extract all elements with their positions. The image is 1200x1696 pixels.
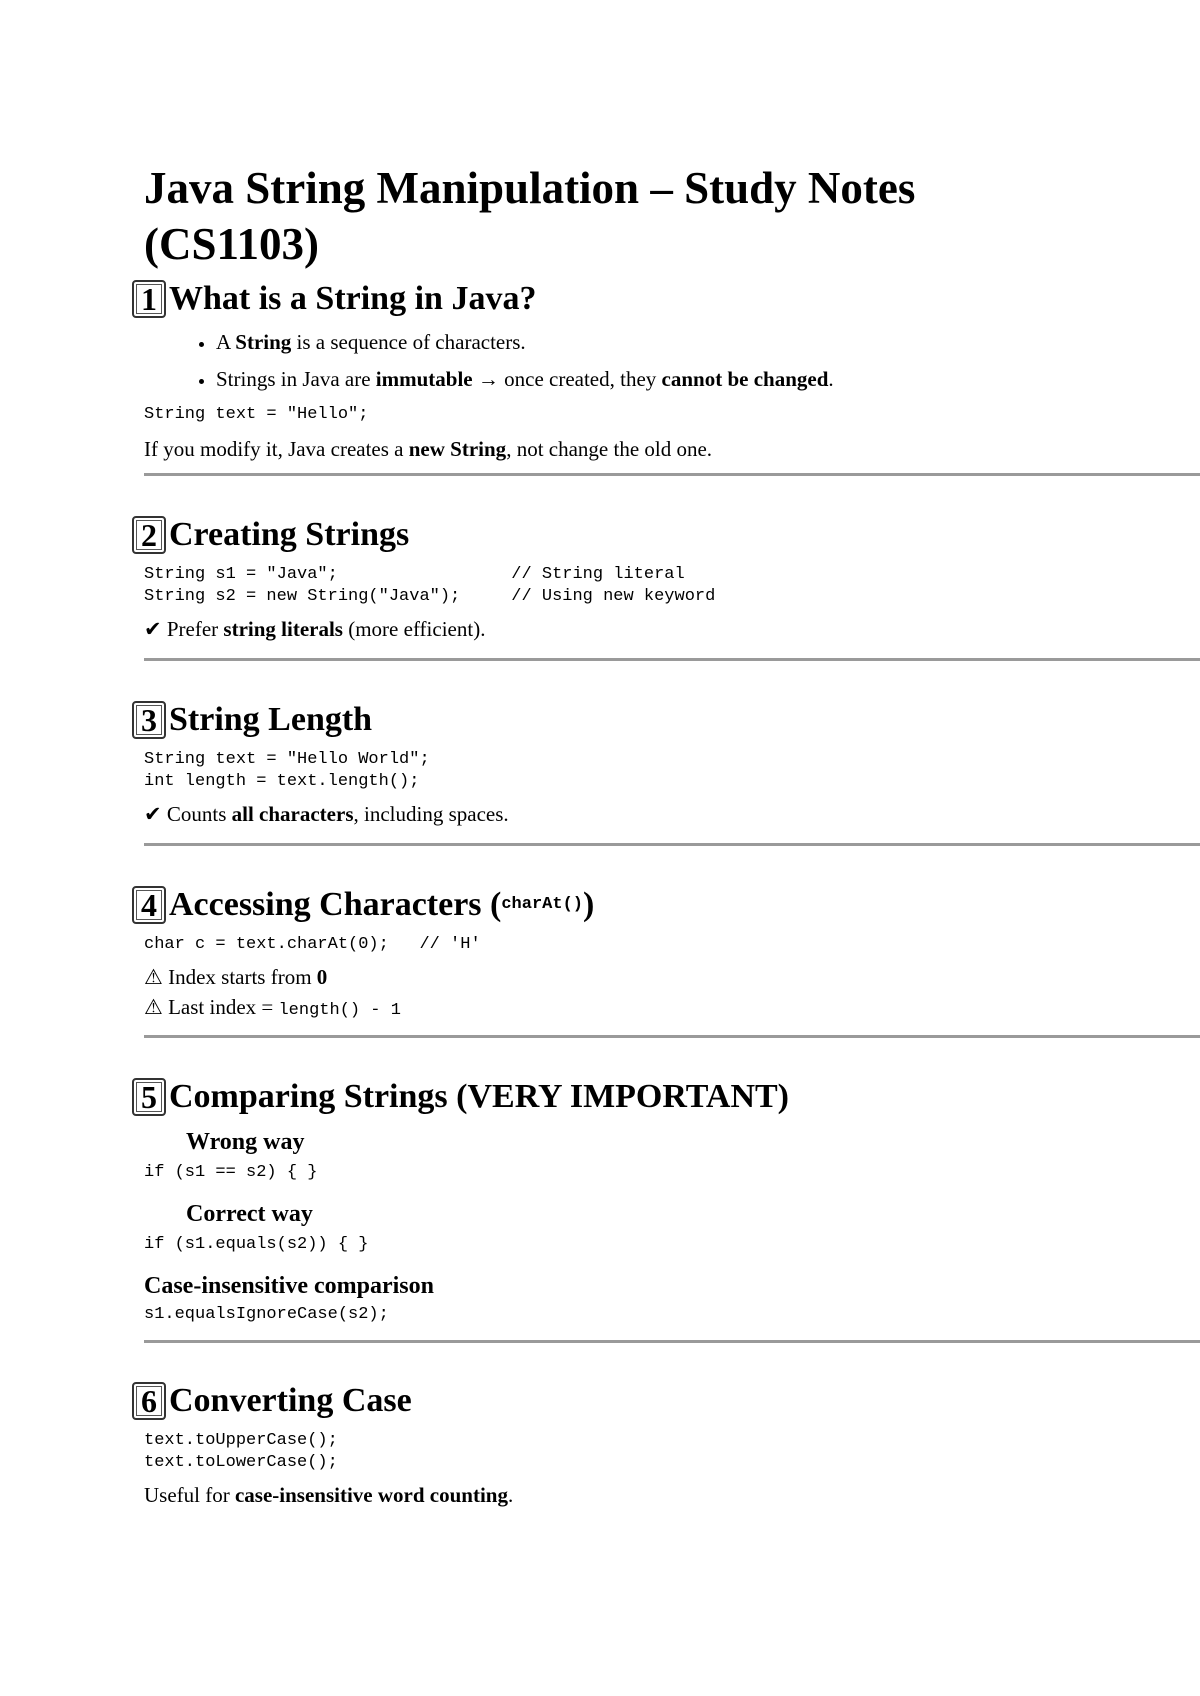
number-badge-2: 2	[132, 516, 166, 554]
check-icon: ✔	[144, 617, 162, 641]
divider	[144, 843, 1200, 846]
section-what-is-string	[141, 278, 1200, 464]
bullet-list	[144, 324, 1200, 398]
paragraph: ⚠ Index starts from 0	[144, 965, 328, 989]
code-block: text.toUpperCase(); text.toLowerCase();	[144, 1431, 338, 1472]
subheading-correct-way: Correct way	[186, 1201, 313, 1227]
code-block: s1.equalsIgnoreCase(s2);	[144, 1305, 389, 1324]
check-icon: ✔	[144, 802, 162, 826]
warning-icon: ⚠	[144, 965, 163, 989]
divider	[144, 658, 1200, 661]
number-badge-1: 1	[132, 280, 166, 318]
code-block: char c = text.charAt(0); // 'H'	[144, 935, 481, 954]
paragraph: ✔ Prefer string literals (more efficient).	[144, 617, 486, 641]
section-accessing-characters	[141, 884, 1200, 1026]
section-heading: 4 Accessing Characters ( charAt() )	[132, 884, 1200, 926]
number-badge-4: 4	[132, 886, 166, 924]
section-heading: 3 String Length	[132, 699, 1200, 741]
section-heading: 5 Comparing Strings (VERY IMPORTANT)	[132, 1076, 1200, 1118]
paragraph: ⚠ Last index = length() - 1	[144, 995, 401, 1020]
warning-icon: ⚠	[144, 995, 163, 1019]
code-block: if (s1.equals(s2)) { }	[144, 1235, 369, 1254]
list-item: • Strings in Java are immutable → once created, they cannot be changed.	[216, 361, 1200, 398]
divider	[144, 473, 1200, 476]
section-heading: 1 What is a String in Java?	[132, 278, 1200, 320]
code-block: String text = "Hello World"; int length = text.length();	[144, 750, 430, 791]
code-block: if (s1 == s2) { }	[144, 1163, 318, 1182]
section-heading: 2 Creating Strings	[132, 514, 1200, 556]
section-comparing-strings	[141, 1076, 1200, 1326]
section-heading: 6 Converting Case	[132, 1380, 1200, 1422]
code-block: String text = "Hello";	[144, 405, 369, 424]
subheading-case-insensitive: Case-insensitive comparison	[144, 1273, 434, 1299]
paragraph: Useful for case-insensitive word counting.	[144, 1483, 514, 1507]
subheading-wrong-way: Wrong way	[186, 1129, 305, 1155]
document-title: Java String Manipulation – Study Notes (CS1103)	[144, 163, 916, 269]
paragraph: If you modify it, Java creates a new String, not change the old one.	[144, 437, 713, 461]
number-badge-5: 5	[132, 1078, 166, 1116]
number-badge-6: 6	[132, 1382, 166, 1420]
divider	[144, 1035, 1200, 1038]
list-item: • A String is a sequence of characters.	[216, 324, 1200, 361]
section-converting-case	[141, 1380, 1200, 1510]
paragraph: ✔ Counts all characters, including spaces.	[144, 802, 509, 826]
document-page	[141, 160, 1200, 1507]
number-badge-3: 3	[132, 701, 166, 739]
code-block: String s1 = "Java"; // String literal String s2 = new String("Java"); // Using new keyword	[144, 565, 716, 606]
section-creating-strings	[141, 514, 1200, 644]
section-string-length	[141, 699, 1200, 829]
divider	[144, 1340, 1200, 1343]
